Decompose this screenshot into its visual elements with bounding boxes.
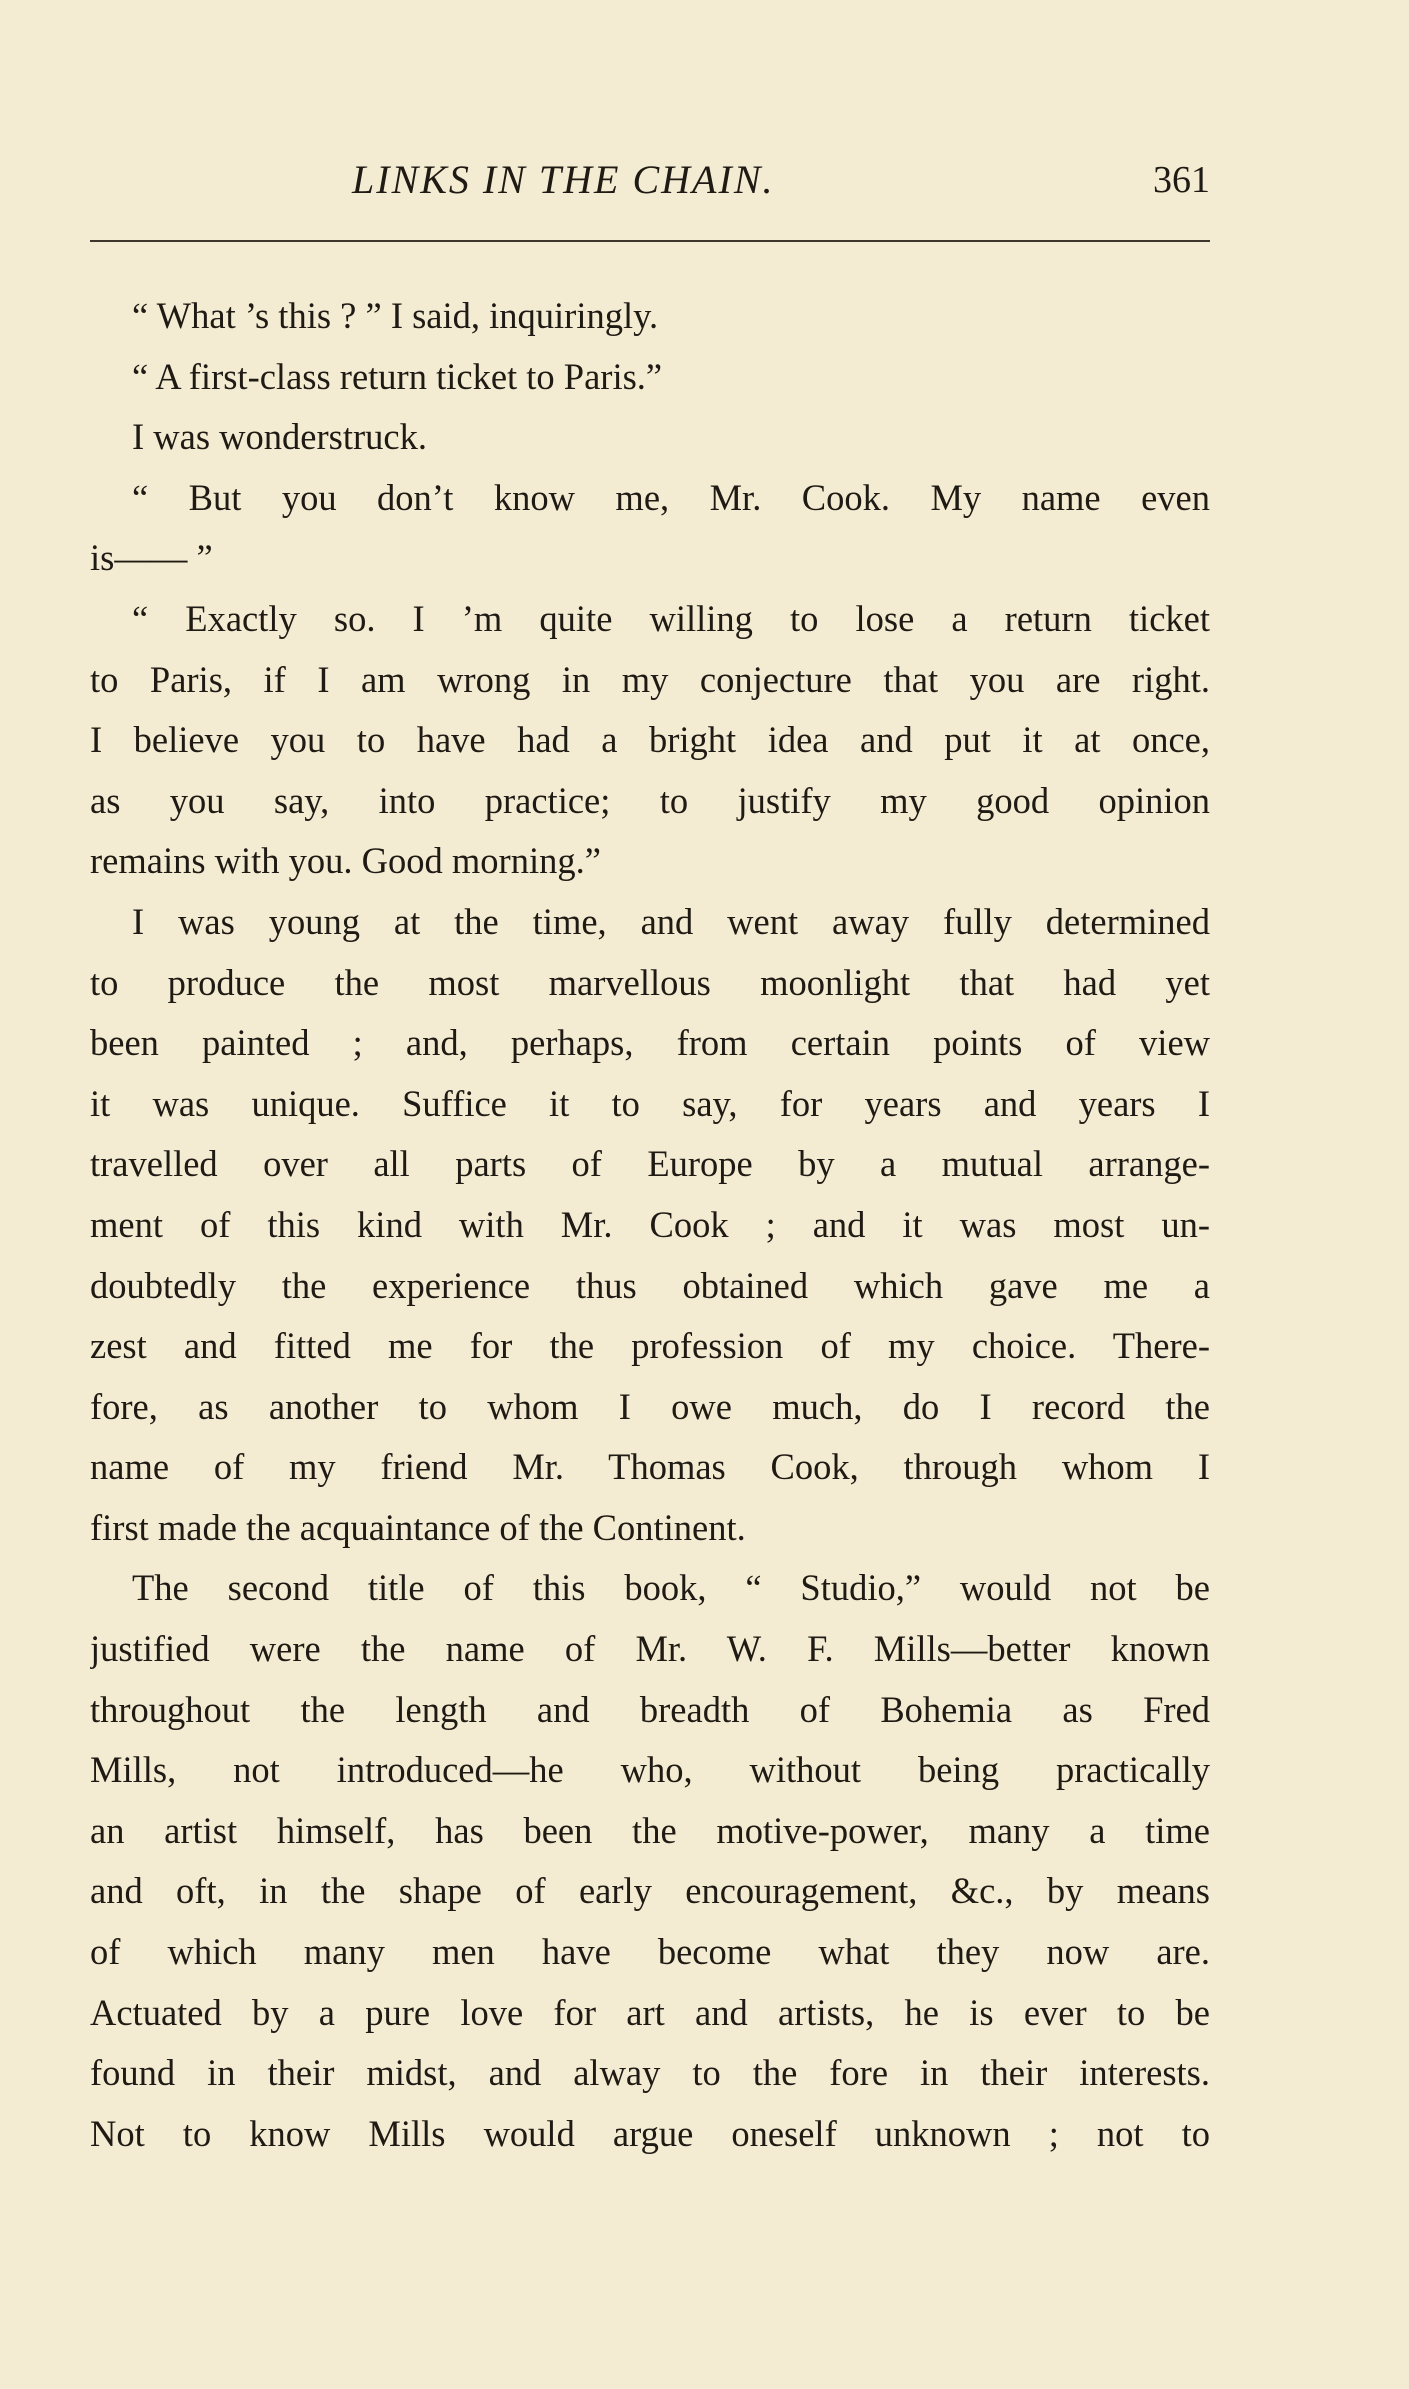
text-line: doubtedly the experience thus obtained which gave me a: [90, 1264, 1210, 1306]
text-line: remains with you. Good morning.”: [90, 840, 601, 882]
text-line: to produce the most marvellous moonlight that had yet: [90, 961, 1210, 1003]
header-rule: [90, 240, 1210, 242]
text-line: Actuated by a pure love for art and artists, he is ever to be: [90, 1991, 1210, 2033]
running-head: [90, 150, 1210, 210]
text-line: as you say, into practice; to justify my good opinion: [90, 779, 1210, 821]
text-line: “ A first-class return ticket to Paris.”: [132, 355, 663, 397]
text-line: “ What ’s this ? ” I said, inquiringly.: [132, 295, 659, 336]
text-line: it was unique. Suffice it to say, for years and years I: [90, 1082, 1210, 1124]
text-line: justified were the name of Mr. W. F. Mills—better known: [90, 1628, 1210, 1670]
running-title: LINKS IN THE CHAIN.: [352, 157, 775, 202]
text-line: Not to know Mills would argue oneself unknown ; not to: [90, 2112, 1210, 2154]
text-line: I was wonderstruck.: [132, 416, 427, 458]
text-line: ment of this kind with Mr. Cook ; and it was most un-: [90, 1203, 1210, 1245]
text-line: The second title of this book, “ Studio,” would not be: [132, 1567, 1210, 1609]
text-line: fore, as another to whom I owe much, do I record the: [90, 1385, 1210, 1427]
text-line: been painted ; and, perhaps, from certain points of view: [90, 1022, 1210, 1064]
text-line: of which many men have become what they now are.: [90, 1931, 1210, 1973]
text-line: an artist himself, has been the motive-power, many a time: [90, 1809, 1210, 1851]
text-line: I believe you to have had a bright idea and put it at once,: [90, 719, 1210, 761]
text-line: to Paris, if I am wrong in my conjecture that you are right.: [90, 658, 1210, 700]
text-line: Mills, not introduced—he who, without being practically: [90, 1749, 1210, 1791]
text-line: zest and fitted me for the profession of my choice. There-: [90, 1325, 1210, 1367]
text-line: found in their midst, and alway to the fore in their interests.: [90, 2052, 1210, 2094]
text-line: and oft, in the shape of early encouragement, &c., by means: [90, 1870, 1210, 1912]
body-text: [90, 286, 1210, 2164]
text-line: “ Exactly so. I ’m quite willing to lose a return ticket: [132, 597, 1210, 639]
text-line: throughout the length and breadth of Bohemia as Fred: [90, 1688, 1210, 1730]
page-number: 361: [1153, 159, 1210, 201]
text-line: name of my friend Mr. Thomas Cook, through whom I: [90, 1446, 1210, 1488]
text-line: first made the acquaintance of the Continent.: [90, 1506, 746, 1548]
text-line: travelled over all parts of Europe by a mutual arrange-: [90, 1143, 1210, 1185]
text-line: “ But you don’t know me, Mr. Cook. My name even: [132, 476, 1210, 518]
text-line: I was young at the time, and went away fully determined: [132, 900, 1210, 942]
text-line: is—— ”: [90, 537, 213, 579]
